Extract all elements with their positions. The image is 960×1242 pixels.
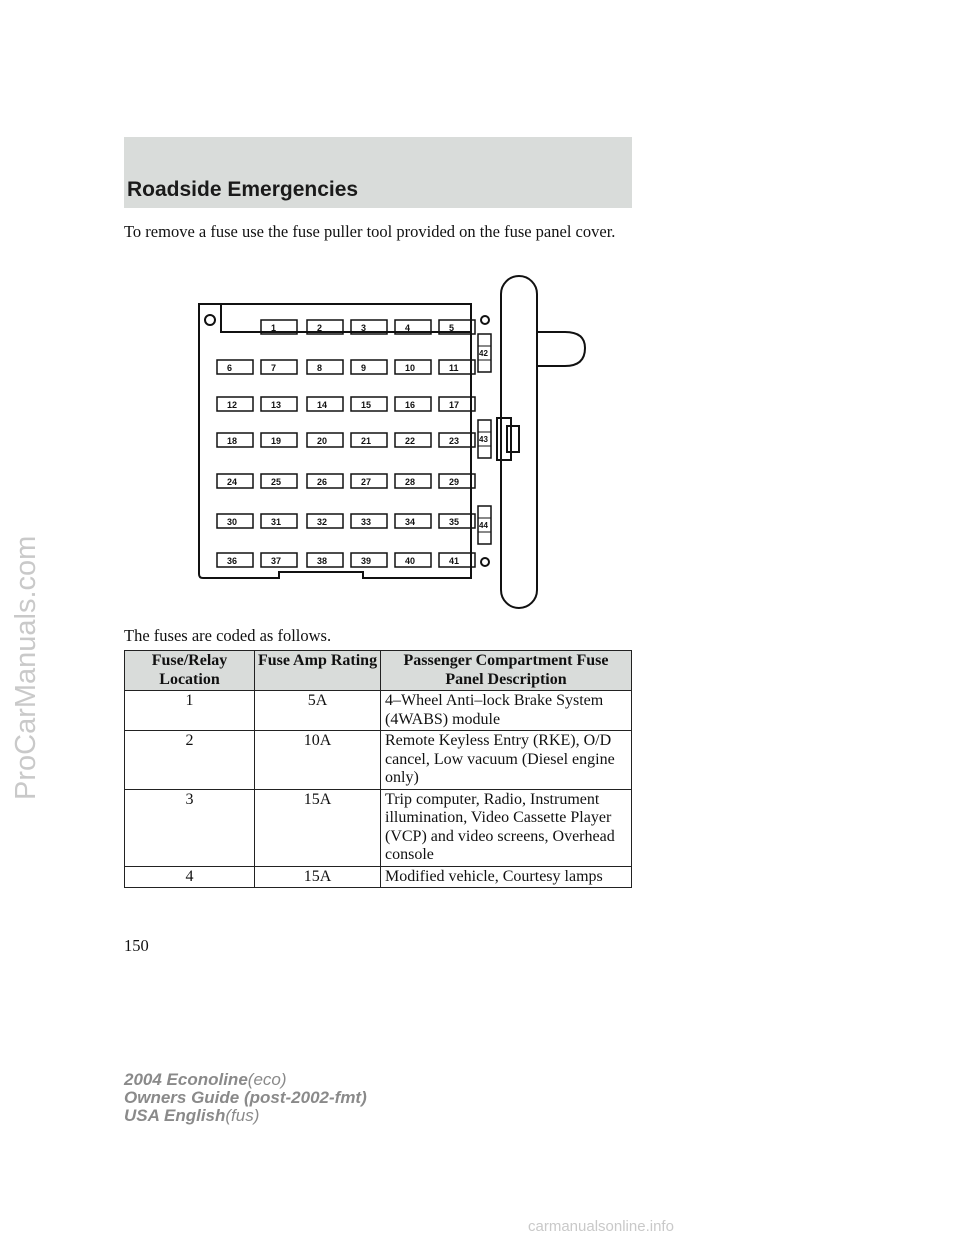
fuse-label: 31 <box>271 517 282 527</box>
cell-description: Remote Keyless Entry (RKE), O/D cancel, Low vacuum (Diesel engine only) <box>381 731 632 790</box>
fuse-label: 10 <box>405 363 416 373</box>
document-footer <box>124 1071 367 1125</box>
fuse-label: 16 <box>405 400 416 410</box>
cell-amp: 10A <box>255 731 381 790</box>
fuse-label: 40 <box>405 556 416 566</box>
fuse-label: 22 <box>405 436 416 446</box>
fuse-label: 33 <box>361 517 372 527</box>
panel-top-notch <box>199 304 471 332</box>
cell-amp: 5A <box>255 691 381 731</box>
fuse-label: 26 <box>317 477 328 487</box>
fuse-panel-body <box>199 276 585 608</box>
footer-model-code: (eco) <box>247 1070 287 1089</box>
fuse-label: 37 <box>271 556 282 566</box>
fuse-label: 3 <box>361 323 367 333</box>
cell-amp: 15A <box>255 789 381 866</box>
cell-amp: 15A <box>255 866 381 888</box>
table-row <box>125 866 632 888</box>
fuse-label: 35 <box>449 517 460 527</box>
fuse-label: 27 <box>361 477 372 487</box>
mounting-hole <box>481 558 489 566</box>
mounting-hole <box>205 315 215 325</box>
table-row <box>125 731 632 790</box>
cell-description: Trip computer, Radio, Instrument illumination, Video Cassette Player (VCP) and video screens, Overhead console <box>381 789 632 866</box>
coded-intro: The fuses are coded as follows. <box>124 626 332 645</box>
connector-tab <box>507 426 519 452</box>
fuse-label: 15 <box>361 400 372 410</box>
cell-location: 4 <box>125 866 255 888</box>
fuse-label: 20 <box>317 436 328 446</box>
fuse-label: 13 <box>271 400 282 410</box>
connector-tab <box>497 418 511 460</box>
header-location: Fuse/Relay Location <box>125 651 255 691</box>
fuse-label: 11 <box>449 363 459 373</box>
fuse-slot <box>351 360 387 374</box>
page-number: 150 <box>124 936 149 955</box>
table-header-row <box>125 651 632 691</box>
footer-language-code: (fus) <box>225 1106 260 1125</box>
relay-label: 42 <box>479 349 488 358</box>
footer-model: 2004 Econoline <box>124 1070 248 1089</box>
fuse-label: 9 <box>361 363 367 373</box>
fuse-label: 14 <box>317 400 328 410</box>
fuse-label: 19 <box>271 436 282 446</box>
fuse-label: 2 <box>317 323 323 333</box>
fuse-label: 21 <box>361 436 372 446</box>
fuse-label: 25 <box>271 477 282 487</box>
fuse-label: 38 <box>317 556 328 566</box>
fuse-slot <box>261 360 297 374</box>
fuse-label: 23 <box>449 436 460 446</box>
brand-link[interactable]: carmanualsonline.info <box>528 1218 674 1235</box>
fuse-label: 41 <box>449 556 460 566</box>
header-amp: Fuse Amp Rating <box>255 651 381 691</box>
fuse-label: 1 <box>271 323 277 333</box>
footer-guide: Owners Guide (post-2002-fmt) <box>124 1088 367 1107</box>
table-row <box>125 789 632 866</box>
footer-language: USA English <box>124 1106 226 1125</box>
table-row <box>125 691 632 731</box>
cell-location: 2 <box>125 731 255 790</box>
fuse-label: 6 <box>227 363 233 373</box>
fuse-label: 24 <box>227 477 238 487</box>
fuse-label: 30 <box>227 517 238 527</box>
fuse-label: 7 <box>271 363 277 373</box>
fuse-table <box>124 650 632 888</box>
header-description: Passenger Compartment Fuse Panel Description <box>381 651 632 691</box>
watermark-text: ProCarManuals.com <box>10 535 42 800</box>
cell-location: 3 <box>125 789 255 866</box>
fuse-label: 12 <box>227 400 238 410</box>
panel-outline <box>199 304 471 578</box>
cell-description: 4–Wheel Anti–lock Brake System (4WABS) module <box>381 691 632 731</box>
fuse-label: 8 <box>317 363 323 373</box>
relay-label: 44 <box>479 521 488 530</box>
relay-slots <box>478 334 491 544</box>
fuse-label: 17 <box>449 400 460 410</box>
fuse-label: 4 <box>405 323 411 333</box>
fuse-label: 34 <box>405 517 416 527</box>
fuse-label: 18 <box>227 436 238 446</box>
mounting-hole <box>481 316 489 324</box>
fuse-label: 5 <box>449 323 455 333</box>
fuse-label: 28 <box>405 477 416 487</box>
cell-location: 1 <box>125 691 255 731</box>
fuse-slot <box>307 360 343 374</box>
fuse-label: 32 <box>317 517 328 527</box>
section-title: Roadside Emergencies <box>127 178 359 201</box>
cell-description: Modified vehicle, Courtesy lamps <box>381 866 632 888</box>
intro-paragraph: To remove a fuse use the fuse puller tool provided on the fuse panel cover. <box>124 222 616 241</box>
fuse-slot <box>217 360 253 374</box>
fuse-label: 29 <box>449 477 460 487</box>
fuse-panel-diagram <box>195 272 595 612</box>
fuse-label: 39 <box>361 556 372 566</box>
connector-plug <box>537 332 585 366</box>
relay-label: 43 <box>479 435 488 444</box>
fuse-slots <box>217 320 475 567</box>
fuse-label: 36 <box>227 556 238 566</box>
